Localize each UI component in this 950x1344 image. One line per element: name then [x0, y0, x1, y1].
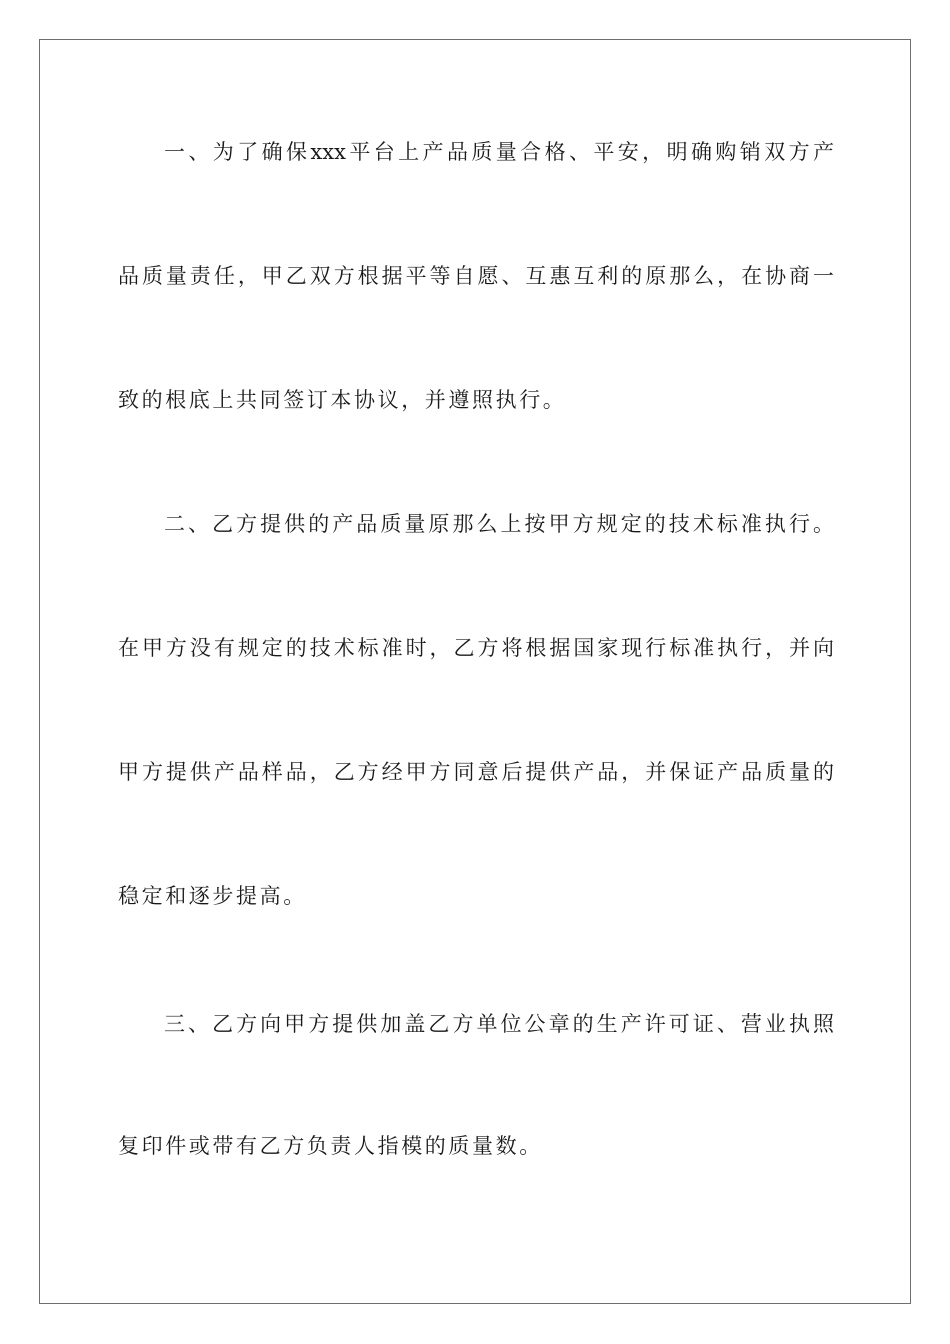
- clause-3-line-2: 复印件或带有乙方负责人指模的质量数。: [118, 1134, 543, 1158]
- clause-2-line-2: 在甲方没有规定的技术标准时，乙方将根据国家现行标准执行，并向: [118, 636, 834, 660]
- clause-1-line-3: 致的根底上共同签订本协议，并遵照执行。: [118, 388, 567, 412]
- clause-2-line-4: 稳定和逐步提高。: [118, 884, 307, 908]
- clause-1-line-1: 一、为了确保xxx平台上产品质量合格、平安，明确购销双方产: [164, 140, 834, 164]
- clause-2-line-3: 甲方提供产品样品，乙方经甲方同意后提供产品，并保证产品质量的: [118, 760, 834, 784]
- clause-3-line-1: 三、乙方向甲方提供加盖乙方单位公章的生产许可证、营业执照: [164, 1012, 834, 1036]
- clause-2-line-1: 二、乙方提供的产品质量原那么上按甲方规定的技术标准执行。: [164, 512, 834, 536]
- page-border: [39, 39, 911, 1304]
- clause-1-line-2: 品质量责任，甲乙双方根据平等自愿、互惠互利的原那么，在协商一: [118, 264, 834, 288]
